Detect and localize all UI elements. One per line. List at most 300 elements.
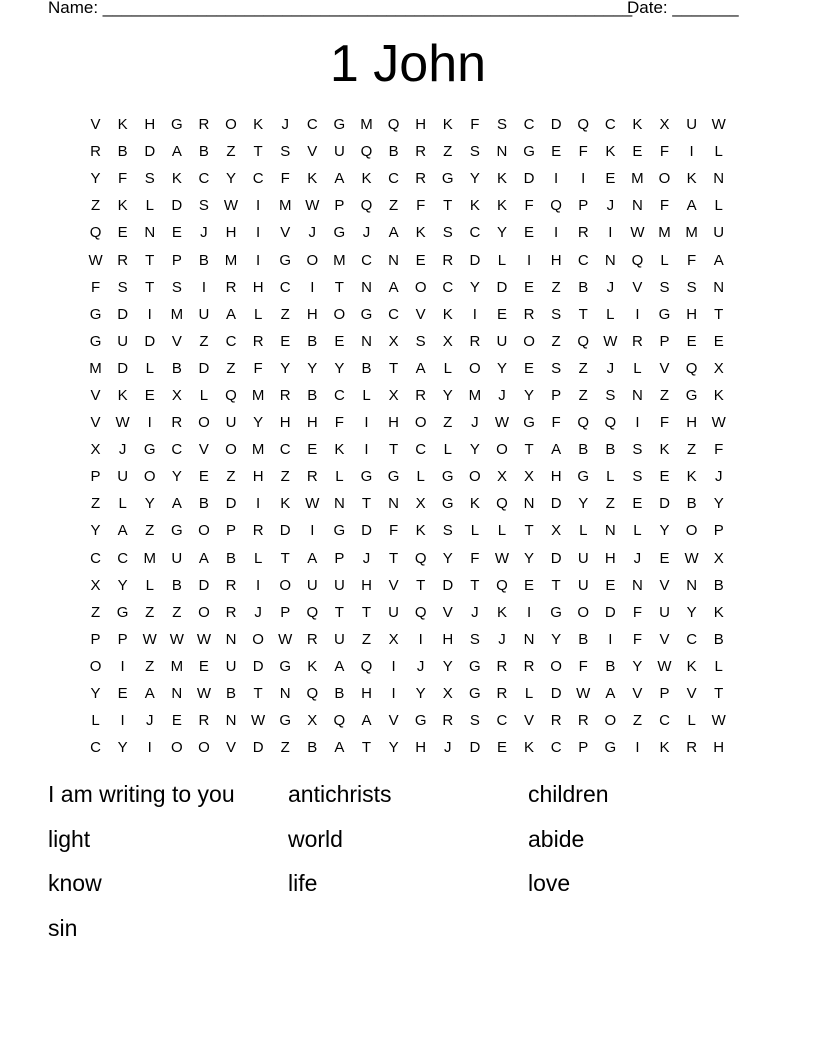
grid-letter: H: [550, 468, 562, 486]
grid-letter: Y: [334, 359, 345, 377]
grid-letter: M: [685, 224, 698, 242]
grid-letter: F: [578, 143, 588, 161]
date-field[interactable]: Date: _______: [627, 0, 739, 17]
grid-letter: B: [117, 143, 128, 161]
grid-letter: L: [253, 305, 263, 323]
grid-letter: P: [90, 630, 101, 648]
grid-letter: R: [550, 712, 562, 730]
grid-letter: K: [442, 305, 453, 323]
grid-letter: X: [388, 630, 399, 648]
grid-letter: Z: [388, 197, 399, 215]
grid-letter: W: [196, 685, 211, 703]
grid-letter: C: [686, 630, 698, 648]
grid-letter: W: [115, 414, 130, 432]
grid-letter: S: [686, 278, 697, 296]
grid-letter: I: [147, 305, 152, 323]
grid-letter: Q: [225, 386, 237, 404]
grid-letter: T: [253, 143, 263, 161]
grid-letter: U: [388, 603, 399, 621]
grid-letter: E: [659, 549, 670, 567]
grid-letter: R: [90, 143, 101, 161]
grid-letter: Q: [306, 603, 319, 621]
grid-letter: L: [145, 197, 154, 215]
grid-letter: I: [120, 657, 125, 675]
grid-letter: I: [256, 576, 261, 594]
grid-letter: V: [307, 143, 318, 161]
grid-letter: M: [170, 305, 184, 323]
grid-letter: Q: [496, 576, 508, 594]
grid-letter: W: [684, 549, 699, 567]
name-field[interactable]: Name: ________________________________________________________: [48, 0, 633, 17]
grid-letter: S: [605, 386, 616, 404]
grid-letter: H: [306, 414, 318, 432]
grid-letter: C: [90, 549, 101, 567]
grid-letter: D: [198, 576, 210, 594]
grid-letter: F: [280, 170, 290, 188]
grid-letter: A: [307, 549, 318, 567]
grid-letter: O: [577, 603, 590, 621]
grid-letter: V: [632, 278, 643, 296]
grid-letter: K: [659, 441, 670, 459]
grid-letter: Y: [442, 386, 453, 404]
grid-letter: G: [604, 739, 617, 757]
grid-letter: B: [334, 685, 345, 703]
grid-letter: G: [170, 522, 183, 540]
grid-letter: Y: [442, 549, 453, 567]
grid-letter: L: [714, 197, 723, 215]
grid-letter: D: [252, 739, 264, 757]
grid-letter: W: [630, 224, 645, 242]
grid-letter: C: [279, 441, 291, 459]
grid-letter: G: [523, 414, 535, 432]
grid-letter: Z: [172, 603, 182, 621]
grid-letter: A: [198, 549, 209, 567]
grid-letter: E: [524, 359, 535, 377]
grid-letter: O: [198, 603, 210, 621]
grid-letter: D: [442, 576, 454, 594]
grid-letter: Y: [415, 685, 426, 703]
grid-letter: C: [415, 441, 427, 459]
grid-letter: C: [306, 116, 318, 134]
grid-letter: K: [469, 197, 480, 215]
grid-letter: P: [334, 197, 345, 215]
grid-letter: K: [117, 386, 128, 404]
grid-letter: Z: [578, 359, 588, 377]
grid-letter: C: [198, 170, 210, 188]
grid-letter: L: [633, 522, 642, 540]
grid-letter: C: [171, 441, 183, 459]
grid-letter: N: [604, 251, 616, 269]
grid-letter: B: [198, 495, 209, 513]
grid-letter: H: [550, 251, 562, 269]
grid-letter: A: [334, 657, 345, 675]
grid-letter: P: [280, 603, 291, 621]
word-list-item: antichrists: [288, 781, 392, 807]
grid-letter: K: [496, 603, 507, 621]
grid-letter: Y: [659, 522, 670, 540]
grid-letter: W: [251, 712, 266, 730]
grid-letter: K: [632, 116, 643, 134]
grid-letter: B: [578, 441, 589, 459]
grid-letter: Q: [360, 657, 373, 675]
grid-letter: T: [388, 441, 399, 459]
grid-letter: S: [171, 278, 182, 296]
grid-letter: Y: [171, 468, 182, 486]
grid-letter: W: [711, 712, 726, 730]
grid-letter: D: [550, 685, 562, 703]
grid-letter: F: [632, 630, 642, 648]
grid-letter: I: [635, 414, 640, 432]
grid-letter: I: [120, 712, 125, 730]
grid-letter: A: [171, 143, 182, 161]
grid-letter: U: [686, 116, 698, 134]
grid-letter: E: [496, 305, 507, 323]
grid-letter: A: [551, 441, 562, 459]
grid-letter: C: [333, 386, 345, 404]
grid-letter: K: [524, 739, 535, 757]
grid-letter: H: [225, 224, 237, 242]
grid-letter: V: [280, 224, 291, 242]
grid-letter: H: [361, 576, 372, 594]
grid-letter: I: [608, 630, 613, 648]
grid-letter: Q: [89, 224, 102, 242]
grid-letter: E: [198, 657, 209, 675]
grid-letter: W: [576, 685, 591, 703]
grid-letter: Z: [90, 603, 101, 621]
word-list-item: children: [528, 781, 609, 807]
grid-letter: M: [224, 251, 238, 269]
grid-letter: E: [659, 468, 670, 486]
grid-letter: R: [306, 468, 318, 486]
grid-letter: T: [524, 522, 534, 540]
grid-letter: R: [225, 603, 237, 621]
grid-letter: N: [686, 576, 698, 594]
grid-letter: W: [711, 414, 726, 432]
grid-letter: L: [714, 657, 723, 675]
grid-letter: R: [198, 712, 210, 730]
grid-letter: G: [414, 712, 427, 730]
grid-letter: N: [225, 712, 237, 730]
grid-letter: T: [361, 603, 372, 621]
grid-letter: R: [198, 116, 210, 134]
grid-letter: B: [388, 143, 399, 161]
grid-letter: I: [256, 251, 261, 269]
grid-letter: D: [604, 603, 616, 621]
grid-letter: J: [145, 712, 154, 730]
word-list-item: love: [528, 870, 571, 897]
grid-letter: Y: [226, 170, 237, 188]
grid-letter: T: [524, 441, 534, 459]
grid-letter: Q: [360, 143, 373, 161]
grid-letter: S: [117, 278, 128, 296]
grid-letter: Z: [90, 197, 101, 215]
grid-letter: V: [90, 116, 101, 134]
grid-letter: K: [713, 603, 724, 621]
grid-letter: C: [469, 224, 481, 242]
grid-letter: R: [442, 712, 454, 730]
grid-letter: X: [442, 332, 453, 350]
grid-letter: N: [361, 332, 372, 350]
grid-letter: Q: [414, 603, 427, 621]
grid-letter: G: [360, 468, 373, 486]
grid-letter: Q: [685, 359, 698, 377]
grid-letter: L: [497, 522, 507, 540]
grid-letter: Y: [307, 359, 318, 377]
grid-letter: Q: [306, 685, 319, 703]
grid-letter: J: [444, 739, 452, 757]
grid-letter: Q: [604, 414, 617, 432]
grid-letter: U: [225, 414, 237, 432]
grid-letter: G: [387, 468, 400, 486]
grid-letter: Q: [631, 251, 644, 269]
grid-letter: L: [579, 522, 588, 540]
grid-letter: X: [307, 712, 318, 730]
grid-letter: F: [334, 414, 344, 432]
grid-letter: J: [308, 224, 317, 242]
grid-letter: I: [310, 522, 315, 540]
grid-letter: G: [441, 170, 454, 188]
grid-letter: I: [526, 251, 532, 269]
grid-letter: X: [713, 549, 724, 567]
grid-letter: Y: [90, 170, 101, 188]
grid-letter: I: [364, 441, 369, 459]
grid-letter: O: [414, 278, 427, 296]
grid-letter: U: [713, 224, 725, 242]
grid-letter: Z: [145, 603, 155, 621]
grid-letter: D: [550, 116, 562, 134]
grid-letter: Z: [659, 386, 670, 404]
grid-letter: D: [279, 522, 291, 540]
grid-letter: L: [497, 251, 507, 269]
grid-letter: V: [415, 305, 426, 323]
grid-letter: K: [469, 495, 480, 513]
grid-letter: K: [415, 224, 426, 242]
grid-letter: N: [144, 224, 156, 242]
grid-letter: D: [117, 359, 129, 377]
grid-letter: F: [416, 197, 426, 215]
grid-letter: R: [523, 305, 535, 323]
grid-letter: W: [278, 630, 293, 648]
grid-letter: Y: [117, 739, 128, 757]
grid-letter: O: [89, 657, 102, 675]
grid-letter: D: [171, 197, 183, 215]
grid-letter: I: [608, 224, 613, 242]
grid-letter: B: [713, 630, 724, 648]
grid-letter: S: [496, 116, 507, 134]
grid-letter: B: [605, 657, 616, 675]
grid-letter: R: [415, 386, 427, 404]
grid-letter: R: [225, 278, 237, 296]
grid-letter: A: [605, 685, 616, 703]
grid-letter: H: [686, 414, 698, 432]
grid-letter: X: [496, 468, 507, 486]
grid-letter: W: [494, 414, 510, 432]
grid-letter: O: [523, 332, 535, 350]
grid-letter: O: [496, 441, 508, 459]
grid-letter: K: [171, 170, 182, 188]
grid-letter: G: [89, 332, 102, 350]
grid-letter: N: [388, 495, 399, 513]
grid-letter: P: [578, 739, 589, 757]
grid-letter: M: [468, 386, 482, 404]
grid-letter: T: [551, 576, 561, 594]
grid-letter: S: [659, 278, 670, 296]
grid-letter: T: [145, 278, 155, 296]
grid-letter: Y: [713, 495, 724, 513]
grid-letter: E: [198, 468, 209, 486]
grid-letter: Z: [632, 712, 642, 730]
grid-letter: L: [199, 386, 209, 404]
grid-letter: K: [713, 386, 724, 404]
grid-letter: I: [256, 197, 261, 215]
grid-letter: R: [496, 685, 508, 703]
grid-letter: Q: [577, 116, 590, 134]
grid-letter: N: [333, 495, 345, 513]
grid-letter: W: [196, 630, 211, 648]
grid-letter: T: [361, 495, 372, 513]
grid-letter: B: [226, 549, 237, 567]
grid-letter: P: [551, 386, 562, 404]
grid-letter: N: [279, 685, 291, 703]
grid-letter: B: [307, 332, 318, 350]
grid-letter: O: [685, 522, 698, 540]
grid-letter: Z: [280, 468, 290, 486]
grid-letter: I: [256, 224, 261, 242]
word-list-item: world: [288, 825, 343, 852]
grid-letter: Z: [145, 657, 155, 675]
grid-letter: C: [659, 712, 670, 730]
grid-letter: X: [90, 441, 101, 459]
grid-letter: J: [416, 657, 425, 675]
grid-letter: E: [307, 441, 318, 459]
grid-letter: T: [361, 739, 372, 757]
grid-letter: C: [252, 170, 264, 188]
grid-letter: N: [713, 170, 725, 188]
grid-letter: T: [280, 549, 290, 567]
grid-letter: X: [388, 332, 399, 350]
grid-letter: D: [361, 522, 372, 540]
grid-letter: D: [198, 359, 210, 377]
grid-letter: Y: [524, 549, 535, 567]
grid-letter: R: [442, 251, 454, 269]
grid-letter: U: [117, 468, 129, 486]
grid-letter: B: [171, 359, 182, 377]
grid-letter: I: [364, 414, 369, 432]
grid-letter: C: [523, 116, 535, 134]
grid-letter: I: [147, 414, 152, 432]
word-list-item: sin: [48, 914, 78, 941]
grid-letter: J: [606, 197, 615, 215]
grid-letter: N: [496, 143, 508, 161]
grid-letter: U: [225, 657, 237, 675]
grid-letter: D: [252, 657, 264, 675]
grid-letter: K: [361, 170, 372, 188]
grid-letter: X: [442, 685, 453, 703]
grid-letter: V: [632, 685, 643, 703]
grid-letter: F: [578, 657, 588, 675]
grid-letter: D: [659, 495, 670, 513]
grid-letter: V: [442, 603, 453, 621]
grid-letter: Z: [605, 495, 615, 513]
grid-letter: U: [171, 549, 183, 567]
grid-letter: A: [713, 251, 724, 269]
grid-letter: H: [686, 305, 698, 323]
grid-letter: V: [90, 414, 101, 432]
grid-letter: H: [252, 468, 264, 486]
grid-letter: I: [581, 170, 586, 188]
grid-letter: P: [334, 549, 345, 567]
grid-letter: B: [198, 251, 209, 269]
grid-letter: J: [498, 630, 506, 648]
grid-letter: N: [632, 386, 643, 404]
grid-letter: E: [686, 332, 697, 350]
grid-letter: Y: [496, 224, 507, 242]
grid-letter: Z: [90, 495, 101, 513]
grid-letter: G: [279, 251, 292, 269]
grid-letter: M: [251, 386, 265, 404]
grid-letter: I: [391, 657, 396, 675]
word-list: [48, 778, 788, 956]
word-list-item: abide: [528, 825, 585, 852]
grid-letter: U: [333, 630, 345, 648]
grid-letter: V: [659, 359, 670, 377]
grid-letter: R: [577, 224, 589, 242]
grid-letter: E: [117, 224, 128, 242]
grid-letter: S: [144, 170, 155, 188]
grid-letter: T: [578, 305, 588, 323]
grid-letter: V: [686, 685, 697, 703]
grid-letter: D: [469, 739, 481, 757]
grid-letter: H: [144, 116, 156, 134]
grid-letter: G: [143, 441, 156, 459]
grid-letter: Q: [496, 495, 508, 513]
grid-letter: K: [605, 143, 616, 161]
grid-letter: O: [252, 630, 264, 648]
grid-letter: R: [117, 251, 129, 269]
grid-letter: L: [660, 251, 669, 269]
grid-letter: Y: [551, 630, 562, 648]
grid-letter: R: [523, 657, 535, 675]
grid-letter: S: [551, 305, 562, 323]
grid-letter: K: [117, 116, 128, 134]
grid-letter: U: [198, 305, 210, 323]
grid-letter: K: [253, 116, 264, 134]
grid-letter: O: [279, 576, 292, 594]
grid-letter: Y: [632, 657, 643, 675]
grid-letter: S: [198, 197, 209, 215]
grid-letter: A: [686, 197, 697, 215]
grid-letter: Z: [443, 414, 453, 432]
grid-letter: L: [687, 712, 696, 730]
grid-letter: I: [472, 305, 477, 323]
grid-letter: E: [171, 224, 182, 242]
grid-letter: G: [523, 143, 535, 161]
grid-letter: B: [171, 576, 182, 594]
grid-letter: Y: [442, 657, 453, 675]
grid-letter: O: [550, 657, 562, 675]
grid-letter: J: [281, 116, 289, 134]
grid-letter: E: [632, 143, 643, 161]
grid-letter: G: [469, 657, 481, 675]
grid-letter: B: [578, 630, 589, 648]
grid-letter: M: [251, 441, 265, 459]
grid-letter: R: [279, 386, 291, 404]
grid-letter: V: [659, 576, 670, 594]
grid-letter: P: [226, 522, 237, 540]
grid-letter: G: [89, 305, 102, 323]
grid-letter: C: [550, 739, 562, 757]
grid-letter: Z: [578, 386, 588, 404]
